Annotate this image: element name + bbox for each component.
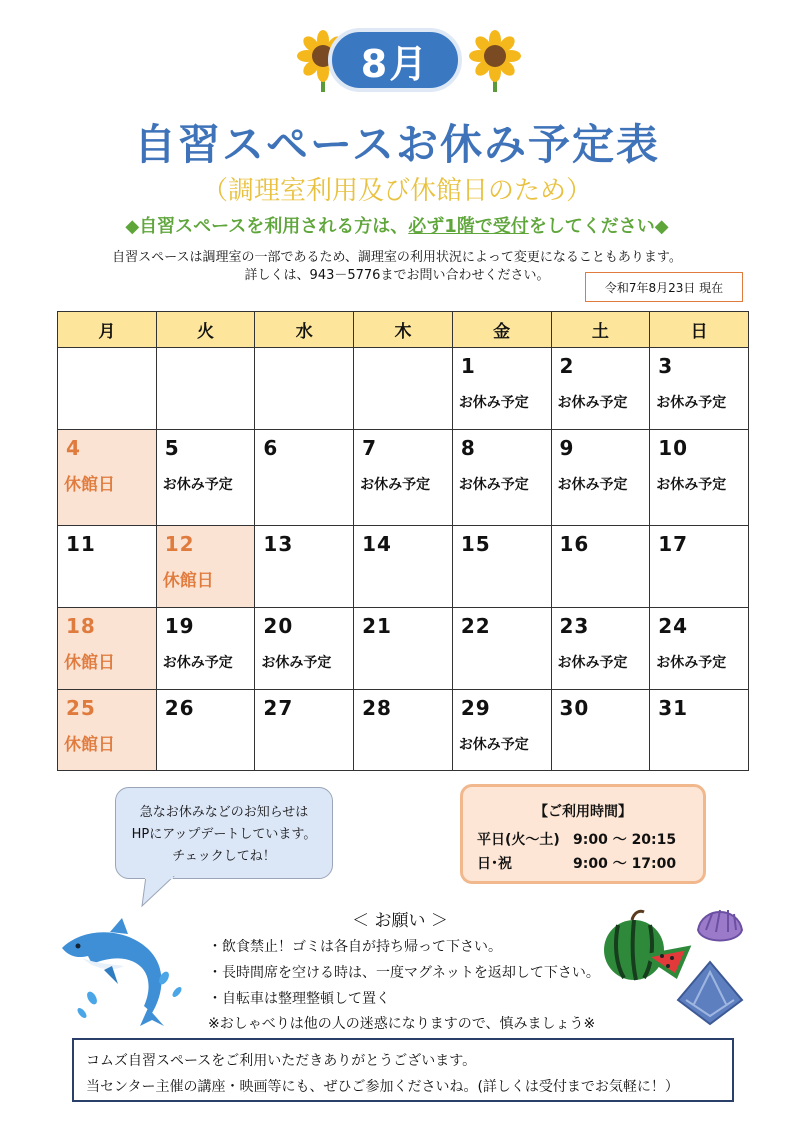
calendar-day-cell — [58, 608, 157, 690]
day-number: 16 — [559, 532, 590, 556]
day-note: お休み予定 — [360, 477, 431, 493]
notice-text-underlined: 必ず1階で受付 — [408, 216, 529, 237]
day-number: 3 — [658, 354, 674, 378]
weekday-header: 日 — [650, 312, 749, 348]
day-number: 6 — [263, 436, 279, 460]
calendar-week-row — [58, 690, 749, 771]
bubble-tail — [140, 876, 180, 908]
bubble-line-1: 急なお休みなどのお知らせは — [139, 805, 309, 820]
day-number: 23 — [559, 614, 590, 638]
calendar-body — [58, 348, 749, 771]
day-note: お休み予定 — [458, 477, 529, 493]
weekday-header: 月 — [58, 312, 157, 348]
day-number: 5 — [164, 436, 180, 460]
calendar-day-cell — [156, 690, 255, 771]
page-subtitle: （調理室利用及び休館日のため） — [201, 176, 592, 206]
thanks-box — [72, 1038, 734, 1102]
calendar-day-cell — [452, 690, 551, 771]
day-number: 31 — [658, 696, 689, 720]
calendar-day-cell — [452, 526, 551, 608]
bubble-line-3: チェックしてね！ — [172, 849, 276, 864]
day-number: 27 — [263, 696, 294, 720]
calendar-day-cell — [452, 608, 551, 690]
calendar-day-cell — [452, 430, 551, 526]
request-item: ・飲食禁止！ゴミは各自が持ち帰って下さい。 — [208, 939, 502, 955]
day-number: 8 — [460, 436, 476, 460]
calendar-day-cell — [551, 430, 650, 526]
day-note: お休み予定 — [557, 477, 628, 493]
description-line-2: 詳しくは、943－5776までお問い合わせください。 — [244, 268, 550, 283]
day-note: お休み予定 — [162, 655, 233, 671]
day-number: 9 — [559, 436, 575, 460]
calendar-day-cell — [354, 526, 453, 608]
day-note: お休み予定 — [656, 655, 727, 671]
day-number: 29 — [460, 696, 491, 720]
day-number: 24 — [658, 614, 689, 638]
calendar-day-cell — [58, 348, 157, 430]
thanks-line-2: 当センター主催の講座・映画等にも、ぜひご参加くださいね。(詳しくは受付までお気軽に！） — [86, 1079, 679, 1095]
day-number: 15 — [460, 532, 491, 556]
day-number: 13 — [263, 532, 294, 556]
calendar-day-cell — [58, 526, 157, 608]
weekday-header: 金 — [452, 312, 551, 348]
dolphin-icon — [52, 908, 192, 1028]
day-number: 26 — [164, 696, 195, 720]
calendar-week-row — [58, 608, 749, 690]
closed-day-label: 休館日 — [64, 735, 115, 755]
calendar-day-cell — [156, 608, 255, 690]
notice-text-before: ◆自習スペースを利用される方は、 — [125, 216, 409, 237]
watermelon-and-shells-icon — [598, 900, 748, 1030]
weekday-header: 木 — [354, 312, 453, 348]
calendar-day-cell — [650, 608, 749, 690]
day-number: 14 — [362, 532, 392, 556]
hours-title: 【ご利用時間】 — [534, 804, 632, 820]
weekday-header: 火 — [156, 312, 255, 348]
calendar-day-cell — [255, 430, 354, 526]
bubble-line-2: HPにアップデートしています。 — [131, 827, 317, 842]
day-number: 20 — [263, 614, 294, 638]
requests-title: ＜ お願い ＞ — [352, 911, 448, 931]
weekday-header: 水 — [255, 312, 354, 348]
day-number: 4 — [66, 436, 81, 460]
day-number: 17 — [658, 532, 689, 556]
closed-day-label: 休館日 — [64, 653, 115, 673]
day-note: お休み予定 — [557, 395, 628, 411]
day-number: 11 — [66, 532, 96, 556]
day-note: お休み予定 — [458, 395, 529, 411]
calendar-day-cell — [650, 348, 749, 430]
calendar-day-cell — [551, 690, 650, 771]
closed-day-label: 休館日 — [162, 571, 214, 591]
day-number: 12 — [164, 532, 195, 556]
day-number: 21 — [362, 614, 392, 638]
day-number: 18 — [66, 614, 96, 638]
reception-notice — [0, 212, 794, 238]
calendar-table — [57, 311, 749, 771]
day-note: お休み予定 — [656, 477, 727, 493]
calendar-day-cell — [156, 430, 255, 526]
calendar-week-row — [58, 526, 749, 608]
day-number: 19 — [164, 614, 195, 638]
calendar-day-cell — [58, 690, 157, 771]
day-number: 10 — [658, 436, 689, 460]
day-number: 1 — [460, 354, 476, 378]
calendar-day-cell — [650, 430, 749, 526]
page-title: 自習スペースお休み予定表 — [134, 120, 660, 169]
month-label: 8月 — [360, 41, 430, 86]
request-item: ・長時間席を空ける時は、一度マグネットを返却して下さい。 — [208, 965, 600, 981]
description-line-1: 自習スペースは調理室の一部であるため、調理室の利用状況によって変更になることもあります。 — [112, 250, 682, 265]
calendar-day-cell — [255, 690, 354, 771]
calendar-day-cell — [650, 526, 749, 608]
day-note: お休み予定 — [162, 477, 233, 493]
request-item: ・自転車は整理整頓して置く — [208, 991, 390, 1007]
calendar-day-cell — [156, 348, 255, 430]
day-note: お休み予定 — [458, 737, 529, 753]
day-number: 25 — [66, 696, 96, 720]
notice-text-after: をしてください◆ — [528, 216, 669, 237]
calendar-week-row — [58, 348, 749, 430]
weekday-hours-time: 9:00 ～ 20:15 — [573, 832, 677, 848]
sunflower-icon — [464, 30, 526, 92]
thanks-line-1: コムズ自習スペースをご利用いただきありがとうございます。 — [86, 1053, 477, 1069]
calendar-week-row — [58, 430, 749, 526]
day-note: お休み予定 — [656, 395, 727, 411]
closed-day-label: 休館日 — [64, 475, 115, 495]
day-note: お休み予定 — [261, 655, 332, 671]
calendar-day-cell — [452, 348, 551, 430]
holiday-hours-label: 日･祝 — [477, 856, 512, 872]
day-number: 30 — [559, 696, 590, 720]
calendar-day-cell — [551, 608, 650, 690]
day-number: 2 — [559, 354, 575, 378]
calendar-day-cell — [255, 526, 354, 608]
calendar-day-cell — [551, 348, 650, 430]
calendar-day-cell — [354, 348, 453, 430]
day-number: 28 — [362, 696, 392, 720]
calendar-day-cell — [58, 430, 157, 526]
day-note: お休み予定 — [557, 655, 628, 671]
weekday-header-row — [58, 312, 749, 348]
speech-bubble — [115, 787, 333, 879]
calendar-day-cell — [551, 526, 650, 608]
calendar-day-cell — [255, 348, 354, 430]
day-number: 7 — [362, 436, 378, 460]
day-number: 22 — [460, 614, 491, 638]
holiday-hours-time: 9:00 ～ 17:00 — [573, 856, 677, 872]
calendar-day-cell — [650, 690, 749, 771]
as-of-date: 令和7年8月23日 現在 — [585, 272, 743, 302]
calendar-day-cell — [255, 608, 354, 690]
calendar-day-cell — [354, 430, 453, 526]
calendar-day-cell — [354, 608, 453, 690]
weekday-hours-label: 平日(火～土) — [477, 832, 560, 848]
weekday-header: 土 — [551, 312, 650, 348]
opening-hours-box — [460, 784, 706, 884]
month-badge — [328, 28, 462, 92]
calendar-day-cell — [354, 690, 453, 771]
request-item: ※おしゃべりは他の人の迷惑になりますので、慎みましょう※ — [208, 1016, 596, 1032]
calendar-day-cell — [156, 526, 255, 608]
